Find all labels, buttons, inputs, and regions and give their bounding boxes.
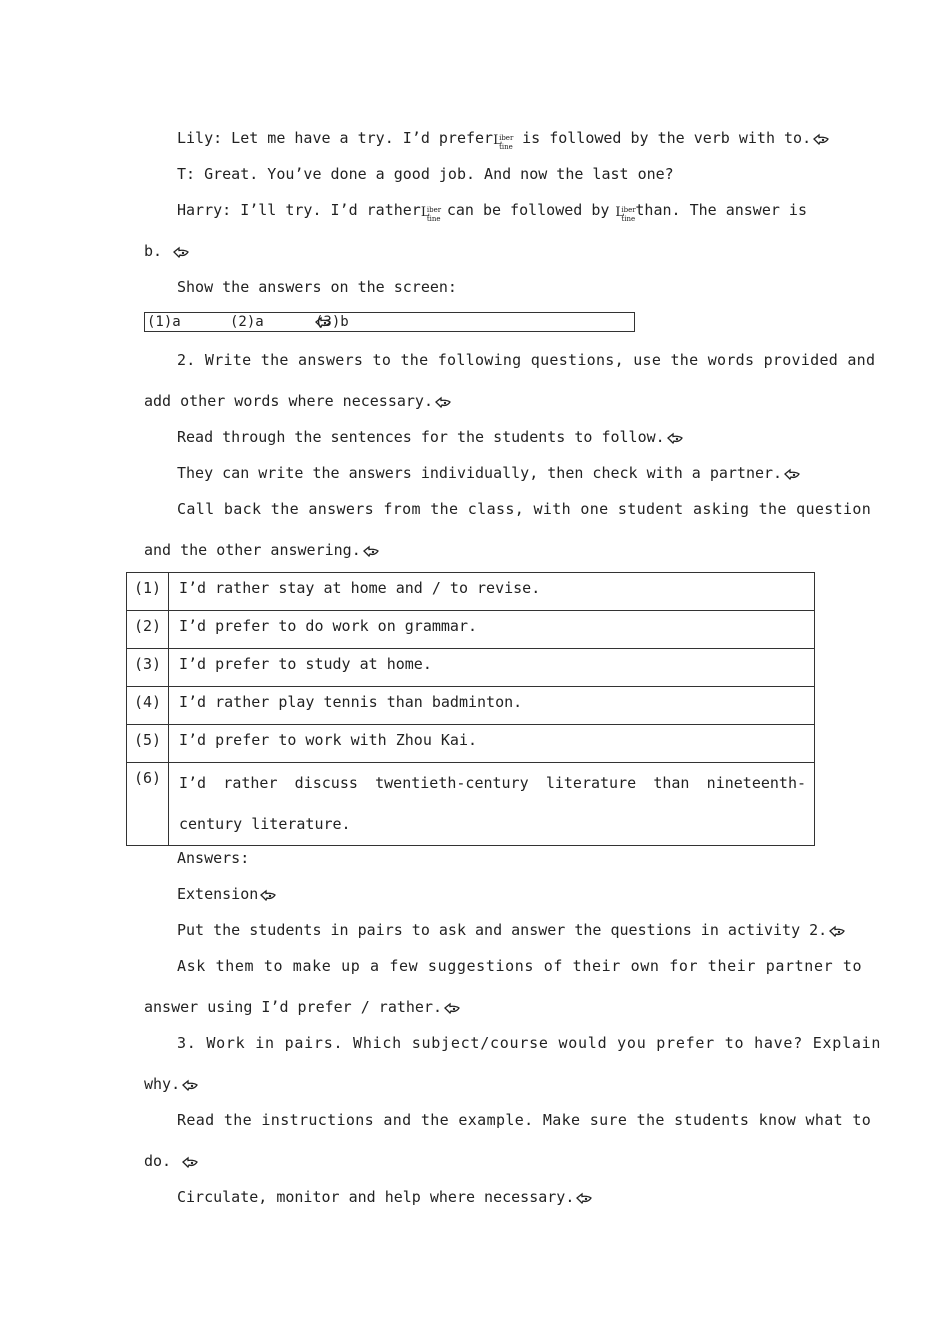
row-text [169,763,815,846]
paragraph-mark-icon [173,246,190,258]
activity2-heading-text: 2. Write the answers to the following questions, use the words provided and [177,351,876,369]
row-text: I’d rather play tennis than badminton. [169,687,815,725]
activity2-heading-text-2: add other words where necessary. [144,392,433,410]
paragraph-mark-icon [182,1079,199,1091]
row-number: (4) [127,687,169,725]
harry-text-start: Harry: I’ll try. I’d rather [177,201,421,219]
activity3-step2-text: Circulate, monitor and help where necessary. [177,1188,575,1206]
row-text: I’d prefer to work with Zhou Kai. [169,725,815,763]
extension-step2-text: Ask them to make up a few suggestions of their own for their partner to [177,957,863,975]
paragraph-mark-icon [260,889,277,901]
paragraph-mark-icon [444,1002,461,1014]
activity2-step3-cont [144,540,380,560]
table-row [127,725,815,763]
paragraph-mark-icon [182,1156,199,1168]
paragraph-mark-icon [576,1192,593,1204]
extension-text: Extension [177,885,259,903]
activity3-step1-text-2: do. [144,1152,172,1170]
activity3-heading [177,1033,881,1053]
row-number: (5) [127,725,169,763]
row-text-wrapped: I’d rather discuss twentieth-century literature than nineteenth-century literature. [179,774,806,833]
extension-step2 [177,956,862,976]
activity2-step2-text: They can write the answers individually, then check with a partner. [177,464,783,482]
activity2-heading-cont [144,391,452,411]
paragraph-mark-icon [829,925,846,937]
answers-table [126,572,815,846]
activity3-heading-cont [144,1074,199,1094]
activity3-heading-text-2: why. [144,1075,181,1093]
harry-answer: b. [144,242,163,260]
extension-step2-cont [144,997,461,1017]
answer-key-3: (3)b [315,314,349,330]
paragraph-mark-icon [784,468,801,480]
extension-step2-text-2: answer using I’d prefer / rather. [144,998,443,1016]
answer-key-2: (2)a [230,314,264,330]
activity3-step1-cont [144,1151,199,1171]
row-number: (2) [127,611,169,649]
activity2-step3-text: Call back the answers from the class, with one student asking the question [177,500,872,518]
answer-key-1: (1)a [147,314,181,330]
harry-line-cont [144,241,190,261]
activity3-heading-text: 3. Work in pairs. Which subject/course would you prefer to have? Explain [177,1034,882,1052]
row-number: (1) [127,573,169,611]
row-text: I’d prefer to study at home. [169,649,815,687]
row-text: I’d prefer to do work on grammar. [169,611,815,649]
extension-step1 [177,920,846,940]
show-answers-line [177,277,457,297]
activity2-heading [177,350,876,370]
answers-label-text: Answers: [177,849,250,867]
show-answers-text: Show the answers on the screen: [177,278,457,296]
row-text: I’d rather stay at home and / to revise. [169,573,815,611]
paragraph-mark-icon [363,545,380,557]
table-row [127,649,815,687]
harry-line [177,200,807,223]
activity2-step2 [177,463,801,483]
paragraph-mark-icon [667,432,684,444]
row-number: (6) [127,763,169,846]
activity2-step1-text: Read through the sentences for the students to follow. [177,428,665,446]
watermark-glyph: L iber tine [420,204,442,223]
answer-key-box [144,312,635,332]
harry-text-end: than. The answer is [635,201,807,219]
activity2-step3 [177,499,871,519]
table-row [127,763,815,846]
paragraph-mark-icon [435,396,452,408]
activity2-step3-text-2: and the other answering. [144,541,361,559]
row-number: (3) [127,649,169,687]
teacher-line [177,164,674,184]
lily-text-end: is followed by the verb with to. [522,129,812,147]
paragraph-mark-icon [813,133,830,145]
activity3-step2 [177,1187,593,1207]
harry-text-mid: can be followed by [446,201,610,219]
lily-line [177,128,830,151]
answers-label [177,848,249,868]
table-row [127,611,815,649]
table-row [127,687,815,725]
activity3-step1 [177,1110,871,1130]
activity3-step1-text: Read the instructions and the example. Make sure the students know what to [177,1111,872,1129]
table-row [127,573,815,611]
watermark-glyph: L iber tine [493,132,514,151]
watermark-glyph: L iber tine [615,204,636,223]
extension-heading [177,884,277,904]
lily-text-start: Lily: Let me have a try. I’d prefer [177,129,494,147]
activity2-step1 [177,427,684,447]
teacher-text: T: Great. You’ve done a good job. And now the last one? [177,165,674,183]
extension-step1-text: Put the students in pairs to ask and answer the questions in activity 2. [177,921,828,939]
